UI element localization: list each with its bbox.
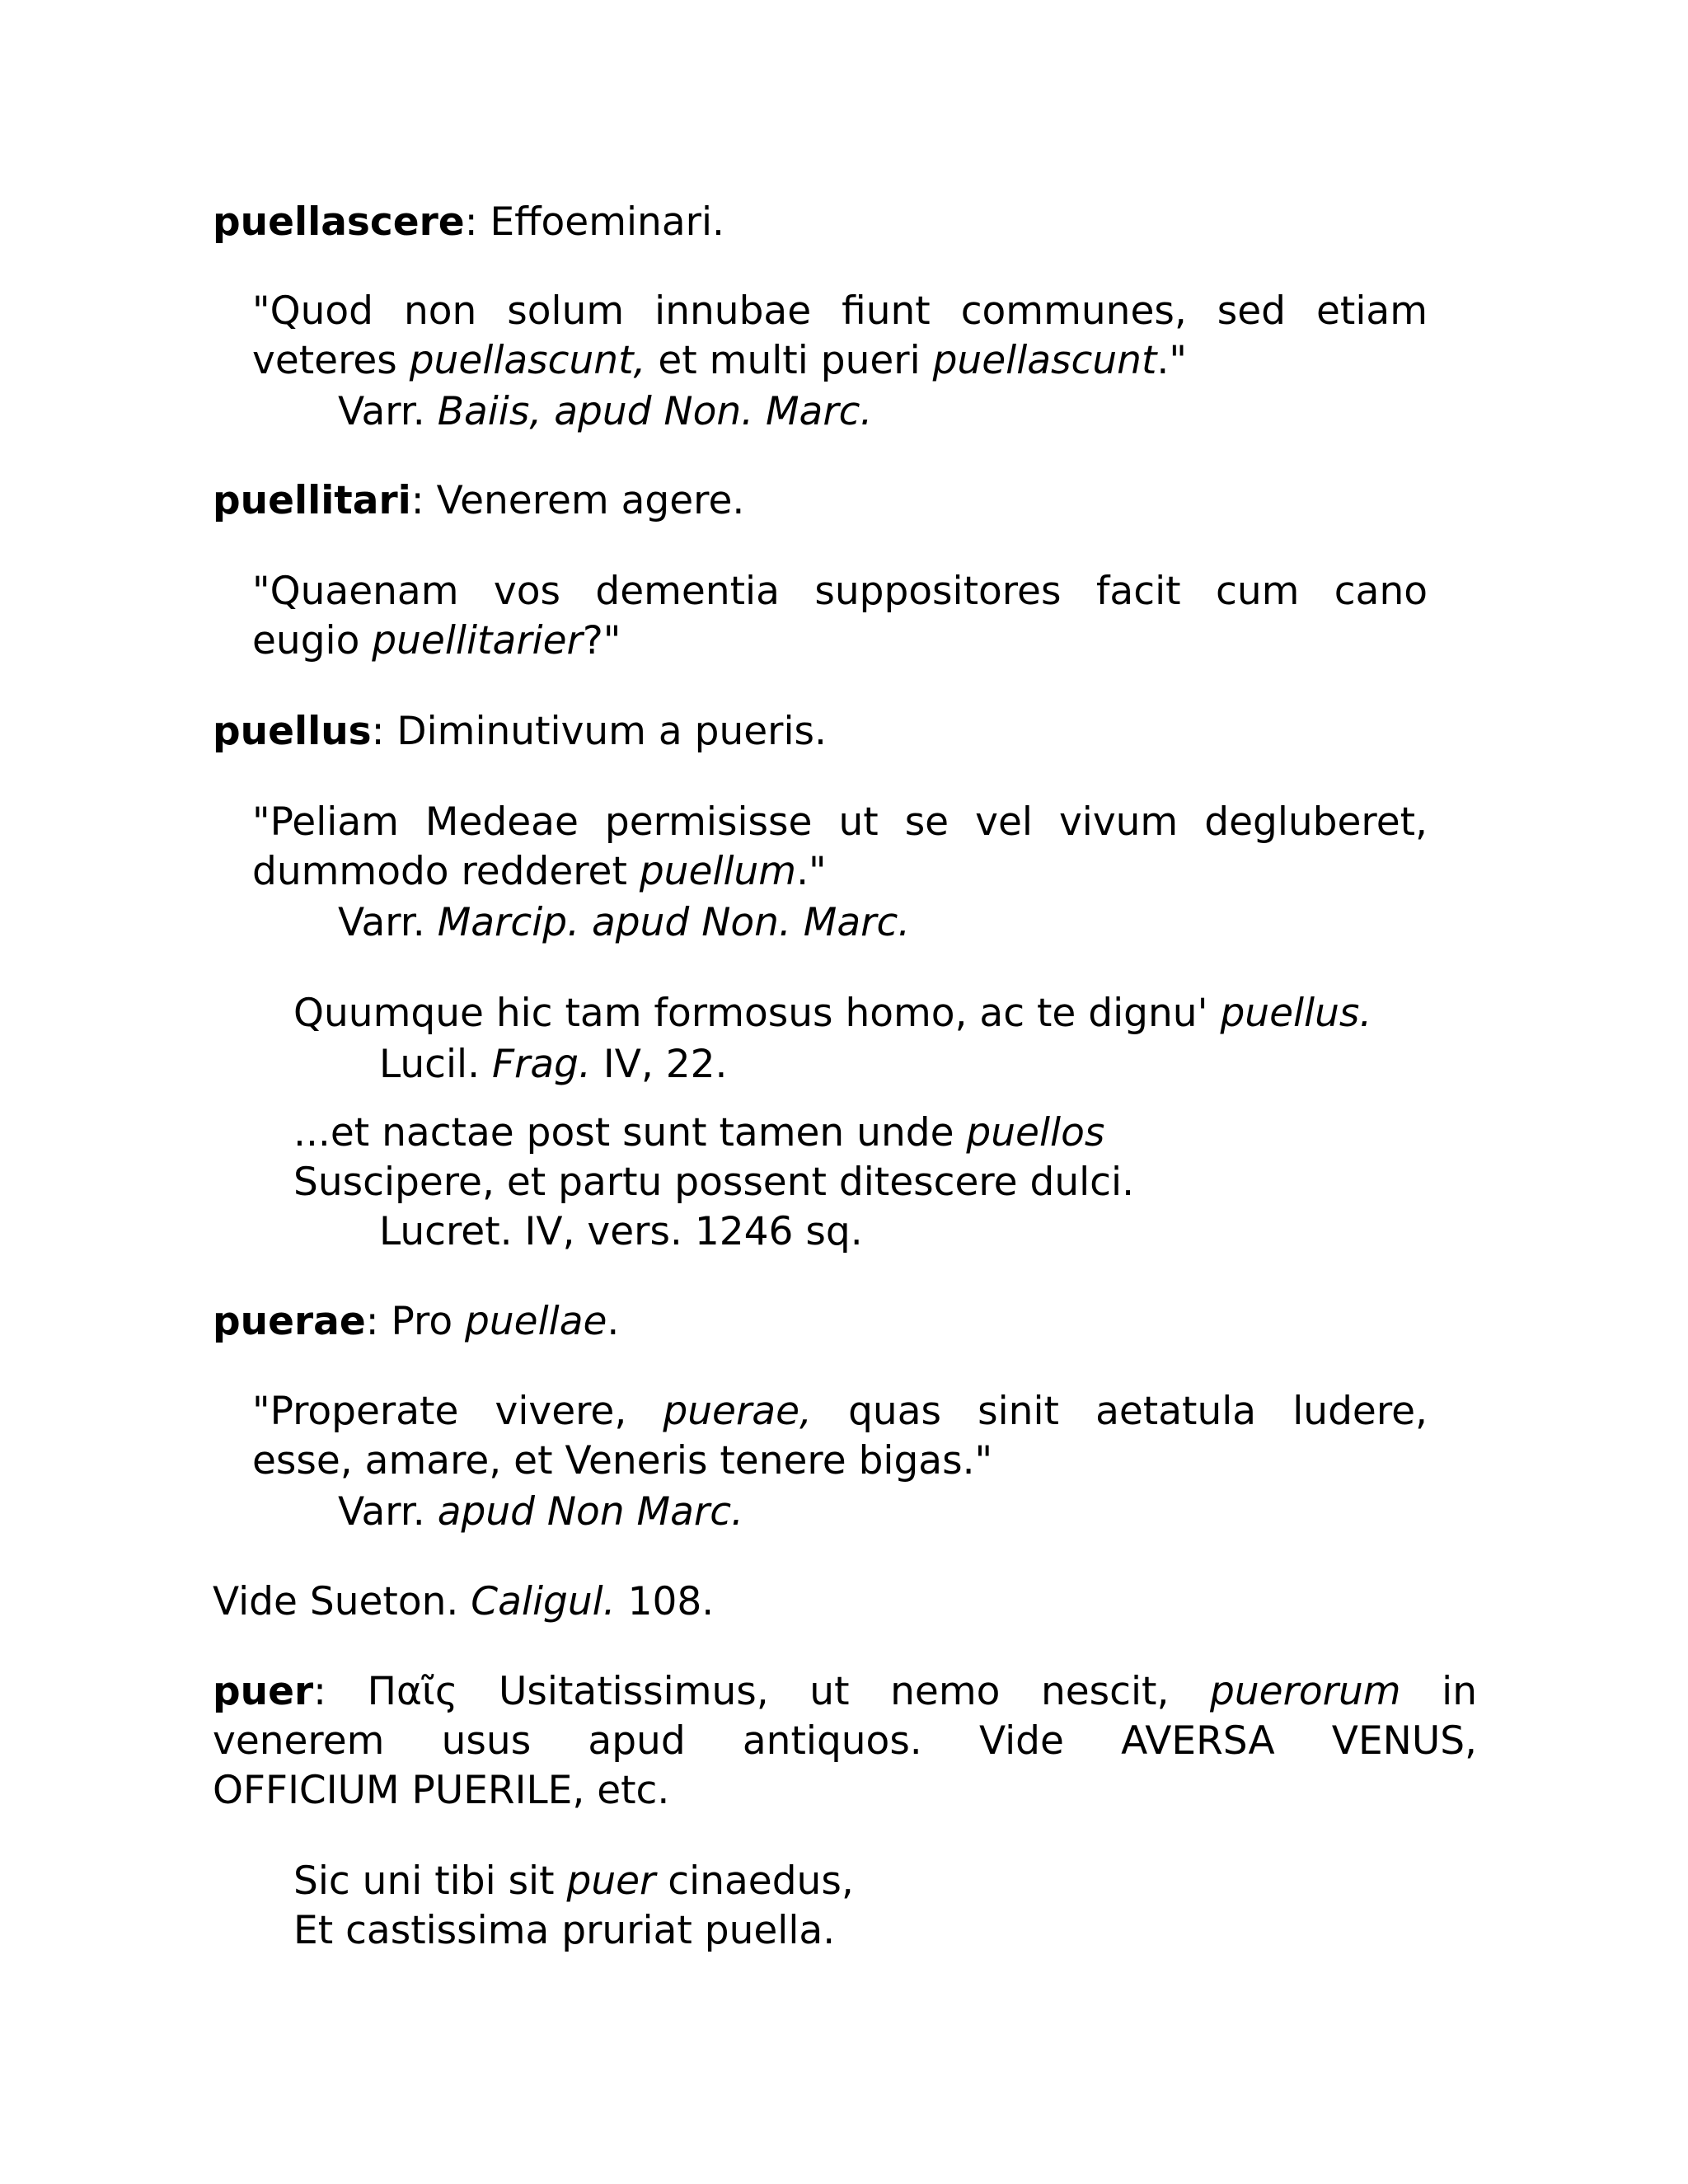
definition: : Effoeminari. — [464, 199, 724, 245]
headword: puerae — [213, 1299, 366, 1344]
definition: : Venerem agere. — [410, 478, 745, 523]
source-citation — [338, 898, 910, 948]
source-citation — [338, 1488, 743, 1537]
quote-text: quas sinit aetatula ludere, — [811, 1389, 1428, 1434]
source-work: Marcip. apud Non. Marc. — [437, 900, 911, 945]
source-author: Varr. — [338, 1489, 438, 1535]
definition: : Pro — [365, 1299, 466, 1344]
quote-text: et multi pueri — [645, 338, 933, 383]
definition-italic: puerorum — [1210, 1669, 1401, 1714]
quotation — [252, 287, 1428, 386]
quote-line: esse, amare, et Veneris tenere bigas." — [252, 1438, 993, 1483]
headword: puellitari — [213, 478, 411, 523]
quotation — [252, 1387, 1428, 1486]
quote-text: dummodo redderet — [252, 849, 640, 894]
source-author: Lucil. — [379, 1042, 492, 1087]
verse-text: cinaedus, — [655, 1858, 854, 1904]
quote-italic: puellum — [639, 849, 797, 894]
quote-text: ." — [796, 849, 827, 894]
source-author: Varr. — [338, 389, 438, 434]
quote-italic: puellascunt — [932, 338, 1157, 383]
verse-line — [293, 1108, 1104, 1158]
entry-puellus — [213, 707, 1477, 757]
quote-italic: puellascunt, — [409, 338, 646, 383]
definition: in — [1400, 1669, 1477, 1714]
reference-text: 108. — [615, 1579, 715, 1624]
verse-citation: Lucret. IV, vers. 1246 sq. — [379, 1209, 863, 1254]
verse-italic: puer — [566, 1858, 656, 1904]
definition: : Diminutivum a pueris. — [371, 709, 827, 754]
source-work: Frag. — [491, 1042, 591, 1087]
headword: puellus — [213, 709, 372, 754]
cross-reference — [213, 1577, 1477, 1627]
headword: puer — [213, 1669, 314, 1714]
source-work: apud Non Marc. — [437, 1489, 743, 1535]
entry-puellitari — [213, 476, 1477, 526]
quote-line — [252, 616, 1428, 666]
reference-text: Vide Sueton. — [213, 1579, 471, 1624]
quote-text: eugio — [252, 618, 373, 663]
verse-text: ...et nactae post sunt tamen unde — [293, 1110, 967, 1155]
entry-puer — [213, 1667, 1477, 1816]
source-ref: IV, 22. — [590, 1042, 728, 1087]
verse-line — [293, 989, 1372, 1038]
quote-line: "Quaenam vos dementia suppositores facit cum cano — [252, 569, 1428, 614]
paragraph-line: venerem usus apud antiquos. Vide AVERSA VENUS, — [213, 1718, 1477, 1764]
entry-puerae — [213, 1297, 1477, 1347]
quote-text: "Properate vivere, — [252, 1389, 663, 1434]
quote-text: ?" — [582, 618, 621, 663]
verse-italic: puellus. — [1220, 991, 1372, 1036]
definition: : Παῖς Usitatissimus, ut nemo nescit, — [313, 1669, 1211, 1714]
verse-text: Quumque hic tam formosus homo, ac te dignu' — [293, 991, 1221, 1036]
source-author: Varr. — [338, 900, 438, 945]
quote-text: veteres — [252, 338, 410, 383]
quote-line: "Peliam Medeae permisisse ut se vel vivum degluberet, — [252, 799, 1428, 845]
quote-italic: puerae, — [663, 1389, 812, 1434]
quote-text: ." — [1156, 338, 1187, 383]
definition: . — [607, 1299, 620, 1344]
verse-citation — [379, 1040, 728, 1090]
verse-italic: puellos — [966, 1110, 1105, 1155]
source-work: Baiis, apud Non. Marc. — [437, 389, 873, 434]
paragraph-line — [213, 1667, 1477, 1717]
verse-text: Sic uni tibi sit — [293, 1858, 567, 1904]
headword: puellascere — [213, 199, 465, 245]
entry-puellascere — [213, 198, 1477, 247]
quotation — [252, 567, 1428, 666]
quote-line — [252, 847, 1428, 897]
source-citation — [338, 387, 872, 437]
reference-italic: Caligul. — [471, 1579, 616, 1624]
definition-italic: puellae — [465, 1299, 607, 1344]
verse-line — [293, 1857, 854, 1906]
quote-line — [252, 1387, 1428, 1436]
quote-line: "Quod non solum innubae fiunt communes, sed etiam — [252, 288, 1428, 334]
verse-line: Et castissima pruriat puella. — [293, 1908, 836, 1953]
quotation — [252, 798, 1428, 897]
quote-line — [252, 336, 1428, 386]
verse-line: Suscipere, et partu possent ditescere dulci. — [293, 1160, 1135, 1205]
paragraph-line: OFFICIUM PUERILE, etc. — [213, 1768, 670, 1813]
quote-italic: puellitarier — [372, 618, 583, 663]
